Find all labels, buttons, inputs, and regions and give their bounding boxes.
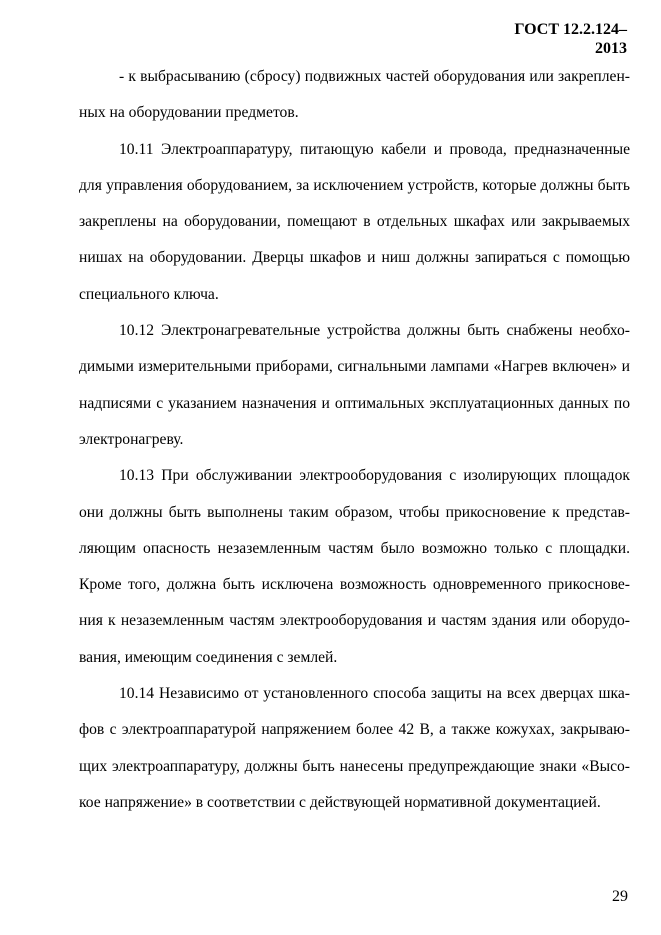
document-body xyxy=(79,59,630,821)
text-line: Кроме того, должна быть исключена возможность одновременного прикоснове- xyxy=(79,576,630,594)
text-line: ляющим опасность незаземленным частям было возможно только с площадки. xyxy=(79,539,630,557)
text-line: надписями с указанием назначения и оптимальных эксплуатационных данных по xyxy=(79,394,630,412)
text-line: 10.13 При обслуживании электрооборудования с изолирующих площадок xyxy=(119,467,630,485)
text-line: закреплены на оборудовании, помещают в отдельных шкафах или закрываемых xyxy=(79,213,630,231)
header-year: 2013 xyxy=(595,40,627,57)
text-line: для управления оборудованием, за исключением устройств, которые должны быть xyxy=(79,176,630,194)
text-line: 10.14 Независимо от установленного способа защиты на всех дверцах шка- xyxy=(119,685,630,703)
text-line: димыми измерительными приборами, сигнальными лампами «Нагрев включен» и xyxy=(79,358,630,376)
text-line: нишах на оборудовании. Дверцы шкафов и ниш должны запираться с помощью xyxy=(79,249,630,267)
text-line: фов с электроаппаратурой напряжением более 42 В, а также кожухах, закрываю- xyxy=(79,721,630,739)
page-number: 29 xyxy=(612,888,628,905)
text-line: вания, имеющим соединения с землей. xyxy=(79,648,338,666)
text-line: 10.11 Электроаппаратуру, питающую кабели и провода, предназначенные xyxy=(119,140,630,158)
text-line: кое напряжение» в соответствии с действующей нормативной документацией. xyxy=(79,793,601,811)
text-line: - к выбрасыванию (сбросу) подвижных частей оборудования или закреплен- xyxy=(119,68,630,85)
document-header xyxy=(514,20,627,58)
text-line: ния к незаземленным частям электрооборудования и частям здания или оборудо- xyxy=(79,612,630,630)
text-line: 10.12 Электронагревательные устройства должны быть снабжены необхо- xyxy=(119,322,630,340)
text-line: специального ключа. xyxy=(79,285,219,303)
header-standard-code: ГОСТ 12.2.124– xyxy=(514,21,627,38)
text-line: электронагреву. xyxy=(79,430,184,448)
text-line: щих электроаппаратуру, должны быть нанесены предупреждающие знаки «Высо- xyxy=(79,757,630,775)
text-line: ных на оборудовании предметов. xyxy=(79,104,299,122)
text-line: они должны быть выполнены таким образом, чтобы прикосновение к представ- xyxy=(79,503,630,521)
